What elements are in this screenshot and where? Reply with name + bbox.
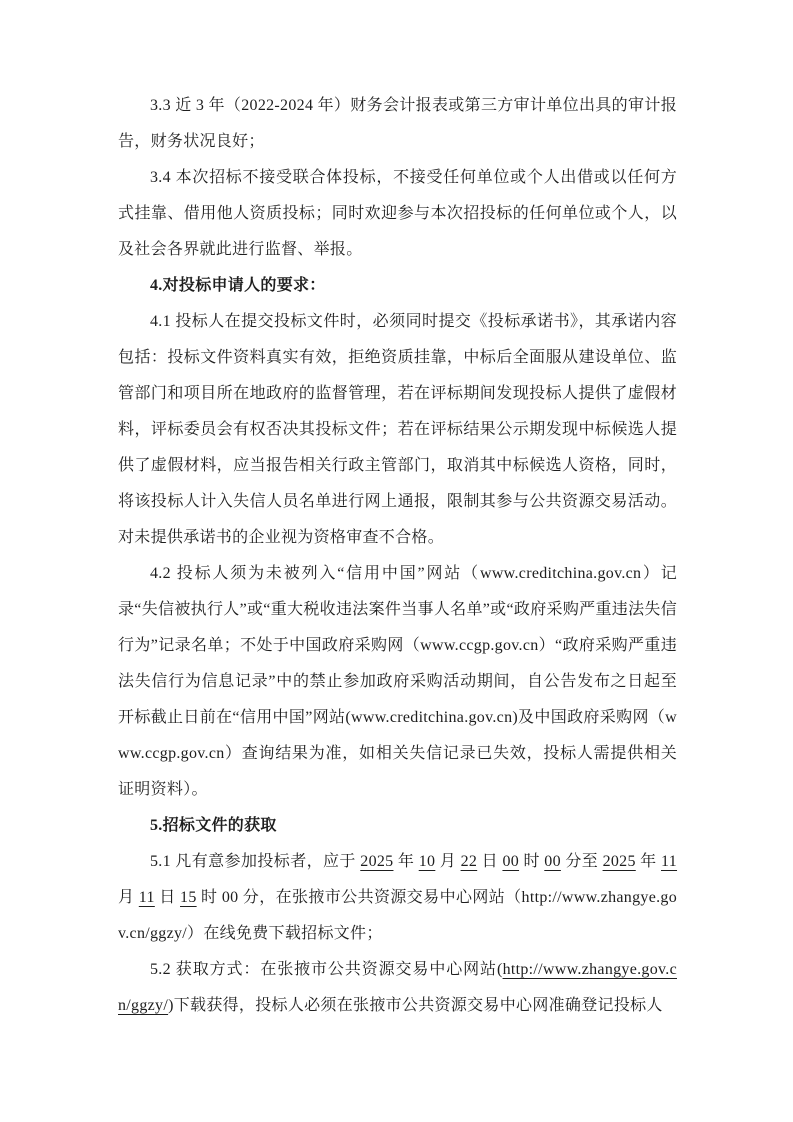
text-run: 日: [154, 889, 181, 906]
paragraph: [118, 160, 677, 268]
underlined-text: 11: [138, 889, 155, 906]
text-run: 月: [118, 889, 139, 906]
underlined-text: http://www.zhangye.gov.cn/ggzy/: [118, 961, 677, 1014]
paragraph: [118, 88, 677, 160]
text-run: 5.1 凡有意参加投标者，应于: [150, 853, 361, 870]
underlined-text: 2025: [360, 853, 394, 870]
text-run: 4.2 投标人须为未被列入“信用中国”网站（www.creditchina.gov.cn）记录“失信被执行人”或“重大税收违法案件当事人名单”或“政府采购严重违法失信行为”记录名单；不处于中国政府采购网（www.ccgp.gov.cn）“政府采购严重违法失信行为信息记录”中的禁止参加政府采购活动期间，自公告发布之日起至开标截止日前在“信用中国”网站(www.creditchina.gov.cn)及中国政府采购网（www.ccgp.gov.cn）查询结果为准，如相关失信记录已失效，投标人需提供相关证明资料）。: [118, 565, 677, 798]
text-run: 5.2 获取方式：在张掖市公共资源交易中心网站(: [150, 961, 503, 978]
text-run: 年: [635, 853, 662, 870]
document-content: [118, 88, 677, 1024]
text-run: 4.对投标申请人的要求：: [150, 277, 326, 294]
text-run: 时 00 分，在张掖市公共资源交易中心网站（http://www.zhangye.gov.cn/ggzy/）在线免费下载招标文件；: [118, 889, 678, 942]
underlined-text: 15: [180, 889, 197, 906]
paragraph: [118, 304, 677, 556]
text-run: 3.4 本次招标不接受联合体投标，不接受任何单位或个人出借或以任何方式挂靠、借用他人资质投标；同时欢迎参与本次招投标的任何单位或个人，以及社会各界就此进行监督、举报。: [118, 169, 677, 258]
underlined-text: 00: [544, 853, 561, 870]
paragraph: [118, 556, 677, 808]
underlined-text: 22: [460, 853, 478, 870]
text-run: 3.3 近 3 年（2022-2024 年）财务会计报表或第三方审计单位出具的审计报告，财务状况良好；: [118, 97, 677, 150]
text-run: 年: [393, 853, 419, 870]
section-heading: [118, 268, 677, 304]
underlined-text: 2025: [602, 853, 636, 870]
underlined-text: 11: [661, 853, 678, 870]
text-run: 4.1 投标人在提交投标文件时，必须同时提交《投标承诺书》，其承诺内容包括：投标文件资料真实有效，拒绝资质挂靠，中标后全面服从建设单位、监管部门和项目所在地政府的监督管理，若在评标期间发现投标人提供了虚假材料，评标委员会有权否决其投标文件；若在评标结果公示期发现中标候选人提供了虚假材料，应当报告相关行政主管部门，取消其中标候选人资格，同时，将该投标人计入失信人员名单进行网上通报，限制其参与公共资源交易活动。对未提供承诺书的企业视为资格审查不合格。: [118, 313, 677, 546]
underlined-text: 00: [502, 853, 520, 870]
underlined-text: 10: [418, 853, 436, 870]
text-run: 时: [519, 853, 545, 870]
section-heading: [118, 808, 677, 844]
text-run: 日: [477, 853, 503, 870]
paragraph: [118, 952, 677, 1024]
text-run: 5.招标文件的获取: [150, 817, 277, 834]
text-run: 月: [435, 853, 461, 870]
paragraph: [118, 844, 677, 952]
text-run: 分至: [560, 853, 603, 870]
text-run: )下载获得，投标人必须在张掖市公共资源交易中心网准确登记投标人: [168, 997, 663, 1014]
